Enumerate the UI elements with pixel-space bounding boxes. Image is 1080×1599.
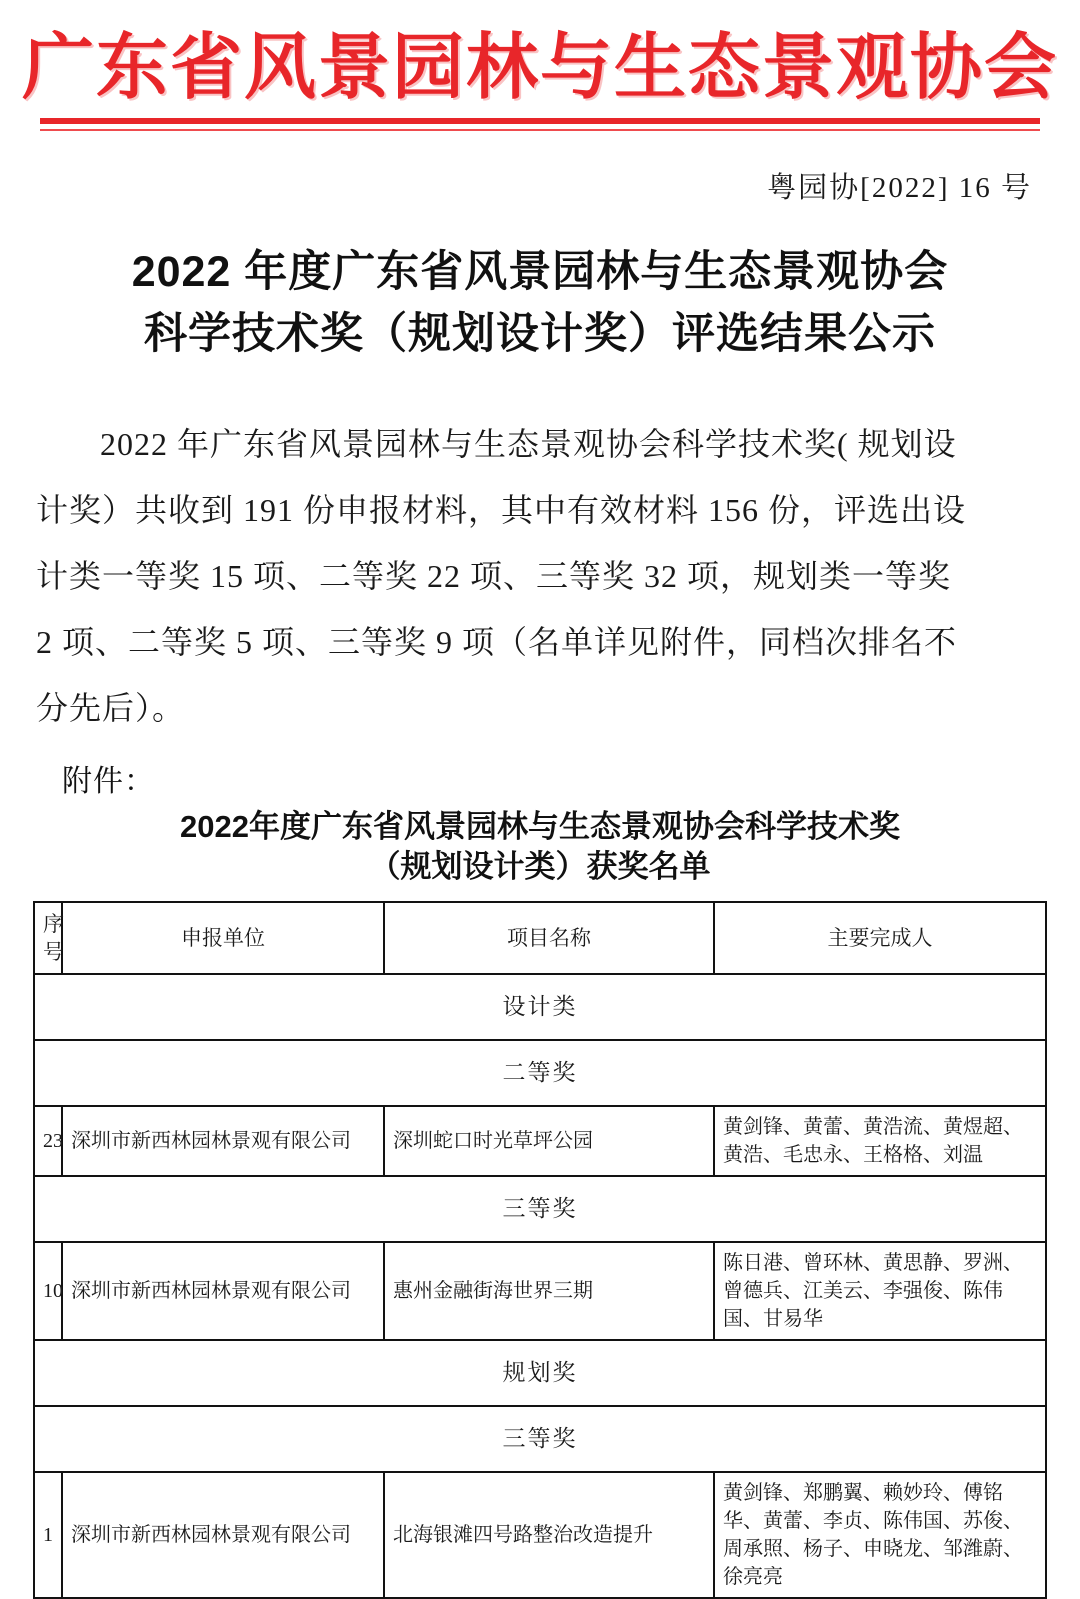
column-header-unit: 申报单位: [62, 902, 384, 974]
attachment-title-line-2: （规划设计类）获奖名单: [369, 849, 711, 884]
table-header: [34, 902, 1046, 974]
table-row: [34, 1242, 1046, 1340]
table-section-label: 三等奖: [34, 1176, 1046, 1242]
table-row: [34, 1106, 1046, 1176]
letterhead: [0, 0, 1080, 131]
cell-main-contributors: 陈日港、曾环林、黄思静、罗洲、曾德兵、江美云、李强俊、陈伟国、甘易华: [714, 1242, 1046, 1340]
table-section-row: [34, 1176, 1046, 1242]
table-section-row: [34, 1340, 1046, 1406]
letterhead-rule-thin: [40, 129, 1040, 131]
table-section-row: [34, 1040, 1046, 1106]
letterhead-rules: [40, 118, 1040, 131]
table-body: [34, 974, 1046, 1598]
attachment-title: [40, 807, 1040, 887]
body-line-1: 2022 年广东省风景园林与生态景观协会科学技术奖( 规划设: [100, 426, 957, 462]
body-line-2: 计奖）共收到 191 份申报材料，其中有效材料 156 份，评选出设: [36, 492, 967, 528]
table-header-row: [34, 902, 1046, 974]
body-line-5: 分先后）。: [36, 690, 186, 726]
table-section-row: [34, 1406, 1046, 1472]
cell-main-contributors: 黄剑锋、黄蕾、黄浩流、黄煜超、黄浩、毛忠永、王格格、刘温: [714, 1106, 1046, 1176]
table-row: [34, 1472, 1046, 1598]
cell-main-contributors: 黄剑锋、郑鹏翼、赖妙玲、傅铭华、黄蕾、李贞、陈伟国、苏俊、周承照、杨子、申晓龙、邹潍蔚、徐亮亮: [714, 1472, 1046, 1598]
body-line-4: 2 项、二等奖 5 项、三等奖 9 项（名单详见附件，同档次排名不: [36, 624, 958, 660]
attachment-title-line-1: 2022年度广东省风景园林与生态景观协会科学技术奖: [180, 809, 900, 844]
cell-project-name: 北海银滩四号路整治改造提升: [384, 1472, 714, 1598]
page-title: [40, 241, 1040, 365]
organization-title: 广东省风景园林与生态景观协会: [21, 28, 1058, 108]
cell-sequence-number: 23: [34, 1106, 62, 1176]
attachment-label: 附件：: [62, 765, 155, 798]
column-header-no: 序号: [34, 902, 62, 974]
table-section-row: [34, 974, 1046, 1040]
table-section-label: 三等奖: [34, 1406, 1046, 1472]
document-number: 粤园协[2022] 16 号: [767, 172, 1032, 204]
body-paragraph: [36, 411, 1044, 741]
column-header-people: 主要完成人: [714, 902, 1046, 974]
table-section-label: 规划奖: [34, 1340, 1046, 1406]
cell-declaring-unit: 深圳市新西林园林景观有限公司: [62, 1106, 384, 1176]
cell-declaring-unit: 深圳市新西林园林景观有限公司: [62, 1242, 384, 1340]
page-title-line-2: 科学技术奖（规划设计奖）评选结果公示: [144, 310, 936, 358]
cell-sequence-number: 1: [34, 1472, 62, 1598]
award-list-table: [33, 901, 1047, 1599]
cell-project-name: 深圳蛇口时光草坪公园: [384, 1106, 714, 1176]
cell-project-name: 惠州金融街海世界三期: [384, 1242, 714, 1340]
body-line-3: 计类一等奖 15 项、二等奖 22 项、三等奖 32 项，规划类一等奖: [36, 558, 952, 594]
table-section-label: 设计类: [34, 974, 1046, 1040]
cell-declaring-unit: 深圳市新西林园林景观有限公司: [62, 1472, 384, 1598]
table-section-label: 二等奖: [34, 1040, 1046, 1106]
cell-sequence-number: 10: [34, 1242, 62, 1340]
column-header-project: 项目名称: [384, 902, 714, 974]
page-title-line-1: 2022 年度广东省风景园林与生态景观协会: [131, 248, 949, 296]
